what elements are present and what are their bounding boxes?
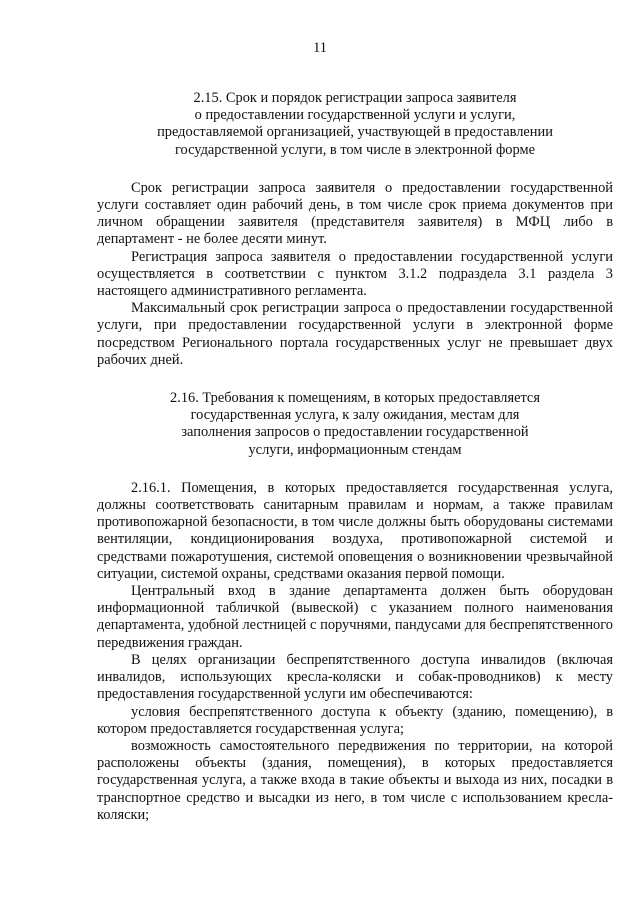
paragraph-disabled-access: В целях организации беспрепятственного доступа инвалидов (включая инвалидов, использующих кресла-коляски и собак-проводников) к месту предоставления государственной услуги им обеспечиваются: (97, 651, 613, 703)
heading-line: 2.15. Срок и порядок регистрации запроса заявителя (193, 90, 517, 106)
paragraph-access-conditions: условия беспрепятственного доступа к объекту (зданию, помещению), в котором предоставляется государственная услуга; (97, 703, 613, 737)
heading-line: заполнения запросов о предоставлении государственной (181, 424, 529, 441)
heading-line: услуги, информационным стендам (248, 441, 462, 458)
paragraph-max-registration-term: Максимальный срок регистрации запроса о предоставлении государственной услуги, при предоставлении государственной услуги в электронной форме посредством Регионального портала государственных услуг не превышает двух рабочих дней. (97, 300, 613, 368)
paragraph-independent-movement: возможность самостоятельного передвижения по территории, на которой расположены объекты (здания, помещения), в которых предоставляется государственная услуга, а также входа в такие объекты и выхода из них, посадки в транспортное средство и высадки из него, в том числе с использованием кресла-коляски; (97, 737, 613, 823)
section-heading-2-16 (97, 390, 613, 459)
page-number: 11 (313, 40, 327, 56)
paragraph-registration-term: Срок регистрации запроса заявителя о предоставлении государственной услуги составляет один рабочий день, в том числе срок приема документов при личном обращении заявителя (представителя заявителя) в МФЦ либо в департамент - не более десяти минут. (97, 179, 613, 248)
section-heading-2-15 (97, 90, 613, 159)
heading-line: о предоставлении государственной услуги и услуги, (194, 107, 516, 124)
heading-line: государственная услуга, к залу ожидания, местам для (190, 407, 520, 424)
paragraph-central-entrance: Центральный вход в здание департамента должен быть оборудован информационной табличкой (вывеской) с указанием полного наименования департамента, удобной лестницей с поручнями, пандусами для беспрепятственного передвижения граждан. (97, 583, 613, 651)
heading-line: предоставляемой организацией, участвующей в предоставлении (157, 124, 553, 141)
paragraph-premises-requirements: 2.16.1. Помещения, в которых предоставляется государственная услуга, должны соответствовать санитарным правилам и нормам, а также правилам противопожарной безопасности, в том числе должны быть оборудованы системами вентиляции, кондиционирования воздуха, противопожарной системой и средствами пожаротушения, системой оповещения о возникновении чрезвычайной ситуации, системой охраны, средствами оказания первой помощи. (97, 479, 613, 582)
page-content (97, 90, 613, 824)
heading-line: государственной услуги, в том числе в электронной форме (175, 141, 535, 158)
heading-line: 2.16. Требования к помещениям, в которых предоставляется (170, 390, 540, 407)
paragraph-registration-procedure: Регистрация запроса заявителя о предоставлении государственной услуги осуществляется в соответствии с пунктом 3.1.2 подраздела 3.1 раздела 3 настоящего административного регламента. (97, 248, 613, 300)
